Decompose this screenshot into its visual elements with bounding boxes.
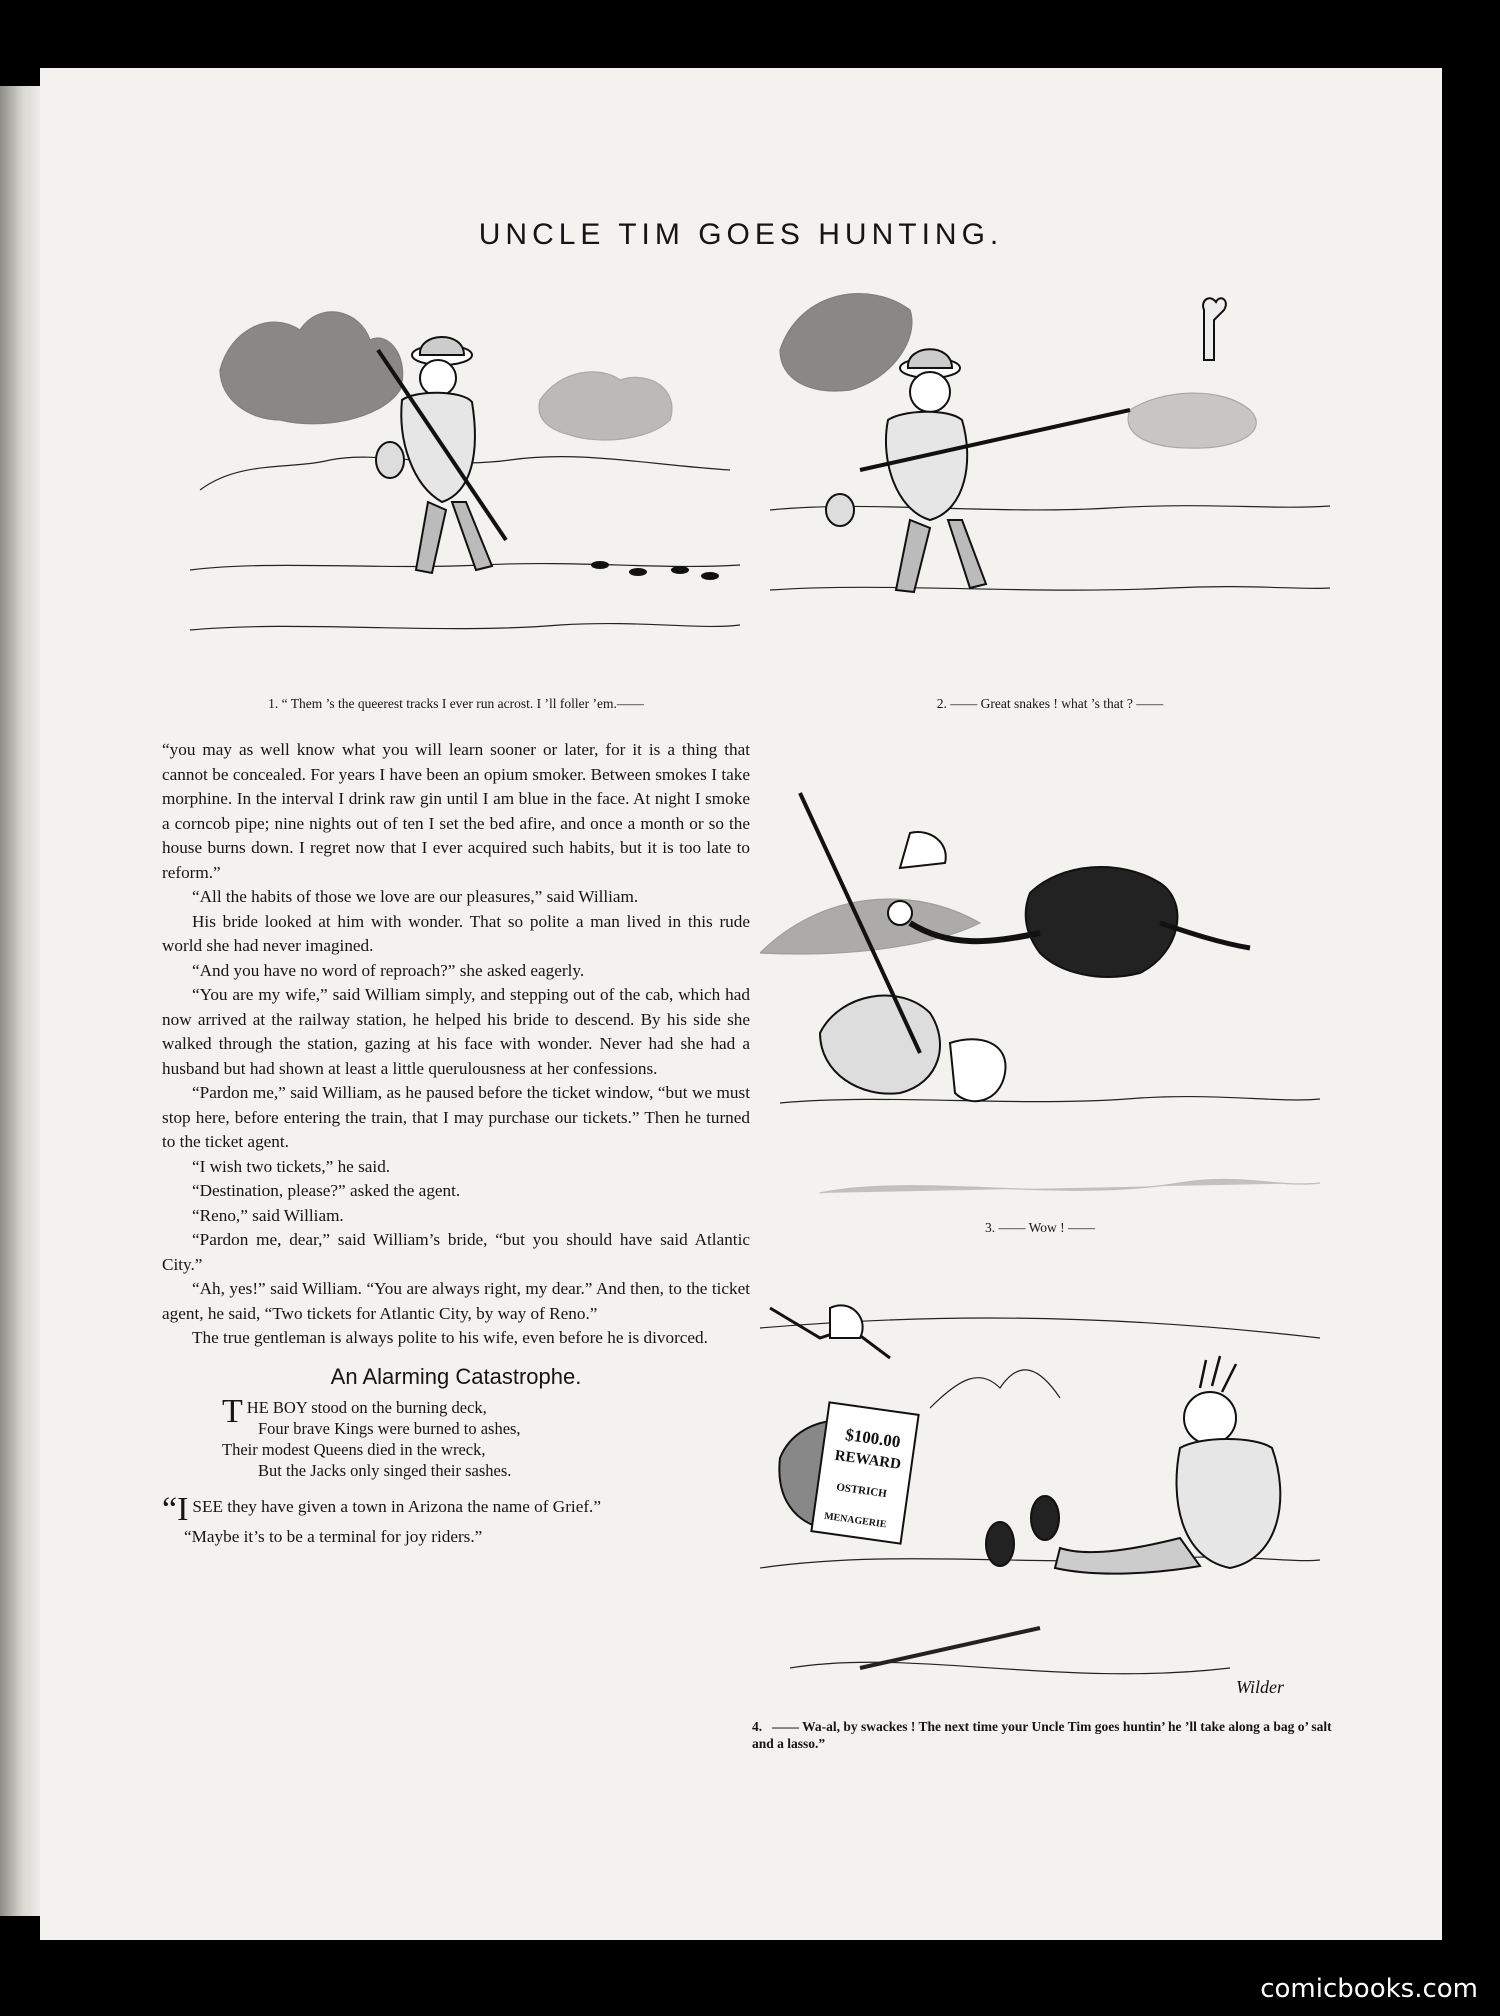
story-column — [162, 738, 750, 1550]
joke — [162, 1491, 750, 1550]
joke-text-1: SEE they have given a town in Arizona the name of Grief.” — [192, 1497, 601, 1516]
artist-signature: Wilder — [1236, 1677, 1284, 1697]
panel-3-illustration — [760, 773, 1320, 1253]
panel-1-illustration — [180, 270, 750, 750]
story-paragraph: His bride looked at him with wonder. That so polite a man lived in this rude world she had never imagined. — [162, 911, 750, 955]
panel-1-caption: 1. “ Them ’s the queerest tracks I ever run acrost. I ’ll foller ’em.—— — [268, 696, 644, 711]
story-paragraph: “You are my wife,” said William simply, and stepping out of the cab, which had now arrived at the railway station, he helped his bride to descend. By his side she walked through the station, gazing at his face with wonder. Never had she had a husband but had shown at least a little querulousness at her confessions. — [162, 985, 750, 1078]
joke-line-1 — [162, 1491, 750, 1528]
poster-reward: REWARD — [833, 1447, 902, 1473]
section-title: An Alarming Catastrophe. — [330, 1363, 582, 1389]
poster-amount: $100.00 — [844, 1425, 902, 1452]
panel-4-caption-number: 4. — [752, 1719, 763, 1734]
story-paragraph: “Pardon me,” said William, as he paused before the ticket window, “but we must stop here, before entering the train, that I may purchase our tickets.” Then he turned to the ticket agent. — [162, 1083, 750, 1151]
hunter-fallen-illustration — [760, 1268, 1320, 1708]
hunter-tracking-illustration — [180, 270, 750, 750]
story-paragraph: The true gentleman is always polite to his wife, even before he is divorced. — [192, 1328, 708, 1347]
ostrich-attacks-illustration — [760, 773, 1320, 1253]
poem-line: Their modest Queens died in the wreck, — [222, 1440, 486, 1459]
panel-3-caption: 3. —— Wow ! —— — [984, 1220, 1096, 1235]
panel-2-illustration — [770, 270, 1330, 690]
joke-line-2: “Maybe it’s to be a terminal for joy riders.” — [184, 1527, 483, 1546]
poem — [222, 1393, 750, 1481]
story-paragraph: “Reno,” said William. — [192, 1205, 344, 1225]
story-paragraph: “you may as well know what you will learn sooner or later, for it is a thing that cannot be concealed. For years I have been an opium smoker. Between smokes I take morphine. In the interval I drink raw gin until I am blue in the face. At night I smoke a corncob pipe; nine nights out of ten I set the bed afire, and once a month or so the house burns down. I regret now that I ever acquired such habits, but it is too late to reform.” — [162, 740, 750, 882]
joke-dropcap: “I — [162, 1491, 189, 1528]
story-paragraph: “All the habits of those we love are our pleasures,” said William. — [192, 887, 639, 906]
poem-line: But the Jacks only singed their sashes. — [258, 1461, 512, 1480]
poster-ostrich: OSTRICH — [835, 1481, 888, 1501]
story-paragraph: “Destination, please?” asked the agent. — [192, 1181, 461, 1200]
story-paragraph: “Pardon me, dear,” said William’s bride, “but you should have said Atlantic City.” — [162, 1230, 750, 1274]
panel-4-caption-text: —— Wa-al, by swackes ! The next time your Uncle Tim goes huntin’ he ’ll take along a bag o’ salt and a lasso.” — [752, 1719, 1332, 1751]
hunter-sees-ostrich-illustration — [770, 270, 1330, 690]
story-paragraph: “And you have no word of reproach?” she asked eagerly. — [192, 960, 585, 980]
magazine-page — [40, 68, 1442, 1940]
poem-line: HE BOY stood on the burning deck, — [246, 1398, 487, 1417]
page-title: UNCLE TIM GOES HUNTING. — [478, 218, 1004, 251]
panel-4-illustration — [760, 1268, 1320, 1708]
story-paragraph: “Ah, yes!” said William. “You are always right, my dear.” And then, to the ticket agent, he said, “Two tickets for Atlantic City, by way of Reno.” — [162, 1279, 750, 1323]
story-paragraph: “I wish two tickets,” he said. — [192, 1156, 391, 1176]
panel-2-caption: 2. —— Great snakes ! what ’s that ? —— — [936, 696, 1164, 711]
poster-menagerie: MENAGERIE — [823, 1510, 888, 1531]
book-spine — [0, 86, 40, 1916]
panel-4-caption — [752, 1718, 1332, 1752]
poem-line: Four brave Kings were burned to ashes, — [258, 1419, 521, 1438]
site-watermark: comicbooks.com — [1260, 1974, 1478, 2004]
poem-dropcap: T — [222, 1393, 243, 1430]
